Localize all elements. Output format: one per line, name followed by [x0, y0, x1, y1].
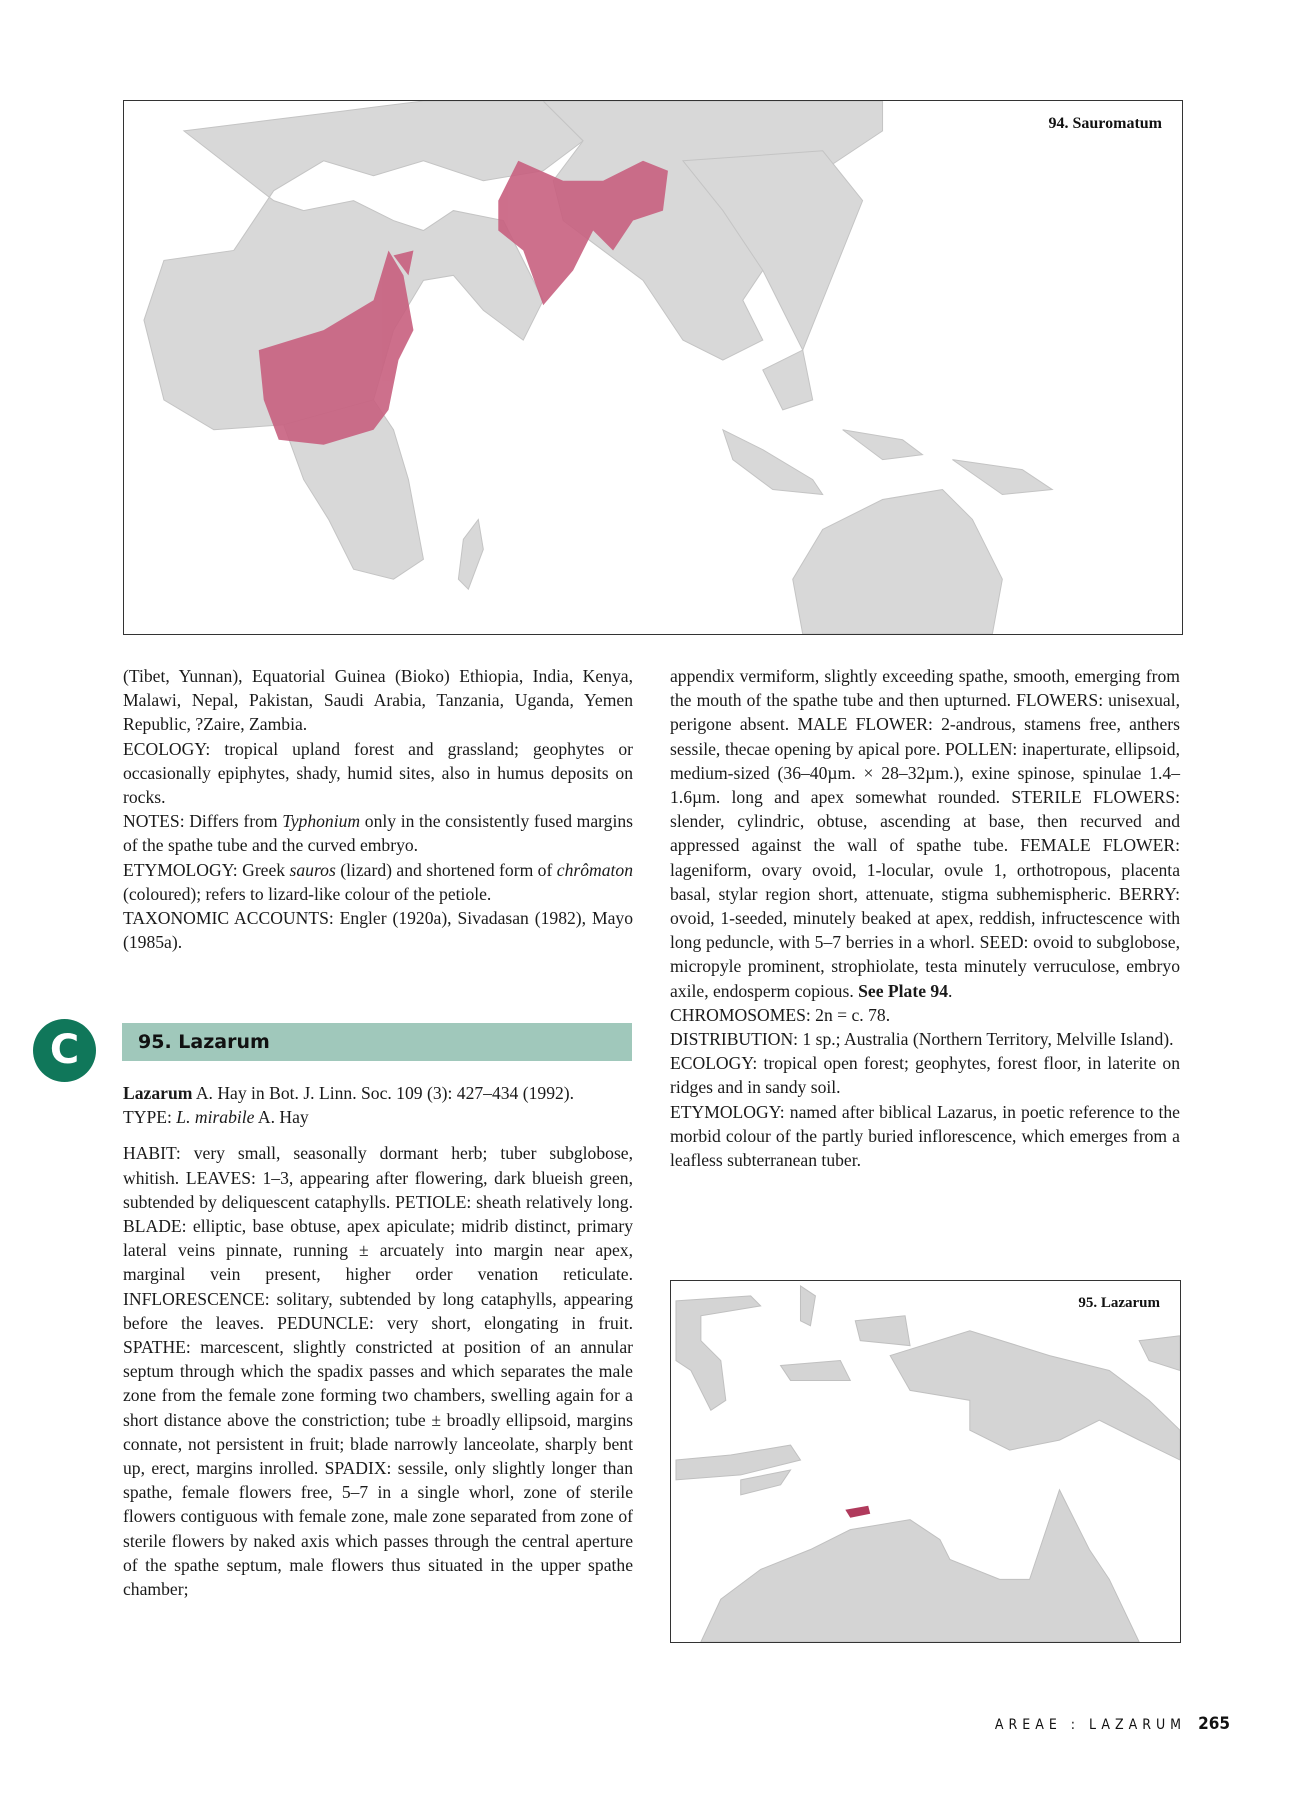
lazarum-description-left — [123, 1081, 633, 1601]
map-label-lazarum: 95. Lazarum — [1078, 1295, 1160, 1311]
region-map-graphic — [671, 1281, 1180, 1642]
map-label-sauromatum: 94. Sauromatum — [1048, 115, 1162, 132]
taxonomic-accounts: TAXONOMIC ACCOUNTS: Engler (1920a), Sivadasan (1982), Mayo (1985a). — [123, 908, 633, 953]
distribution-map-lazarum — [670, 1280, 1181, 1643]
distribution-map-sauromatum — [123, 100, 1183, 635]
section-badge-c: C — [33, 1019, 96, 1082]
world-map-graphic — [124, 101, 1182, 634]
section-heading-lazarum: 95. Lazarum — [122, 1023, 632, 1061]
see-plate-link: See Plate 94 — [858, 980, 949, 1001]
right-column — [670, 664, 1180, 1172]
sauromatum-etymology: ETYMOLOGY: Greek sauros (lizard) and shortened form of chrômaton (coloured); refers to lizard-like colour of the petiole. — [123, 859, 633, 904]
left-column — [123, 664, 633, 954]
range-shading-melville-island — [845, 1506, 870, 1518]
habit-description: HABIT: very small, seasonally dormant herb; tuber subglobose, whitish. LEAVES: 1–3, appearing after flowering, dark blueish green, subtended by deliquescent cataphylls. PETIOLE: sheath relatively long. BLADE: elliptic, base obtuse, apex apiculate; midrib distinct, primary lateral veins pinnate, running ± arcuately into margin near apex, marginal vein present, higher order venation reticulate. INFLORESCENCE: solitary, subtended by long cataphylls, appearing before the leaves. PEDUNCLE: very short, elongating in fruit. SPATHE: marcescent, slightly constricted at position of an annular septum through which the spadix passes and which separates the male zone from the female zone forming two chambers, swelling again for a short distance above the constriction; tube ± broadly ellipsoid, margins connate, not persistent in fruit; blade narrowly lanceolate, sharply bent up, erect, margins inrolled. SPADIX: sessile, only slightly longer than spathe, female flowers free, 5–7 in a single whorl, zone of sterile flowers contiguous with female zone, male zone separated from zone of sterile flowers by naked axis which passes through the central aperture of the spathe septum, male flowers thus situated in the upper spathe chamber; — [123, 1143, 633, 1600]
lazarum-ecology: ECOLOGY: tropical open forest; geophytes, forest floor, in laterite on ridges and in sandy soil. — [670, 1053, 1180, 1098]
chromosomes: CHROMOSOMES: 2n = c. 78. — [670, 1004, 891, 1025]
distribution-continued: (Tibet, Yunnan), Equatorial Guinea (Bioko) Ethiopia, India, Kenya, Malawi, Nepal, Pakistan, Saudi Arabia, Tanzania, Uganda, Yemen Republic, ?Zaire, Zambia. — [123, 666, 633, 735]
sauromatum-notes: NOTES: Differs from Typhonium only in the consistently fused margins of the spathe tube and the curved embryo. — [123, 811, 634, 856]
genus-citation: Lazarum A. Hay in Bot. J. Linn. Soc. 109 (3): 427–434 (1992). — [123, 1083, 575, 1103]
page-footer — [995, 1714, 1230, 1734]
lazarum-description-continued: appendix vermiform, slightly exceeding spathe, smooth, emerging from the mouth of the spathe tube and then upturned. FLOWERS: unisexual, perigone absent. MALE FLOWER: 2-androus, stamens free, anthers sessile, thecae opening by apical pore. POLLEN: inaperturate, ellipsoid, medium-sized (36–40µm. × 28–32µm.), exine spinose, spinulae 1.4– 1.6µm. long and apex somewhat rounded. STERILE FLOWERS: slender, cylindric, obtuse, ascending at base, then recurved and appressed against the wall of spathe tube. FEMALE FLOWER: lageniform, ovary ovoid, 1-locular, ovule 1, orthotropous, placenta basal, stylar region short, attenuate, stigma subhemispheric. BERRY: ovoid, 1-seeded, minutely beaked at apex, reddish, infructescence with long peduncle, with 5–7 berries in a whorl. SEED: ovoid to subglobose, micropyle prominent, strophiolate, testa minutely verruculose, embryo axile, endosperm copious. See Plate 94. — [670, 666, 1180, 1001]
sauromatum-ecology: ECOLOGY: tropical upland forest and grassland; geophytes or occasionally epiphytes, shady, humid sites, also in humus deposits on rocks. — [123, 738, 633, 808]
lazarum-etymology: ETYMOLOGY: named after biblical Lazarus, in poetic reference to the morbid colour of the partly buried inflorescence, which emerges from a leafless subterranean tuber. — [670, 1101, 1180, 1171]
page-number: 265 — [1198, 1714, 1230, 1734]
running-head: AREAE : LAZARUM — [994, 1717, 1187, 1733]
genus-type: TYPE: L. mirabile A. Hay — [123, 1107, 309, 1128]
lazarum-distribution: DISTRIBUTION: 1 sp.; Australia (Northern Territory, Melville Island). — [670, 1029, 1174, 1050]
